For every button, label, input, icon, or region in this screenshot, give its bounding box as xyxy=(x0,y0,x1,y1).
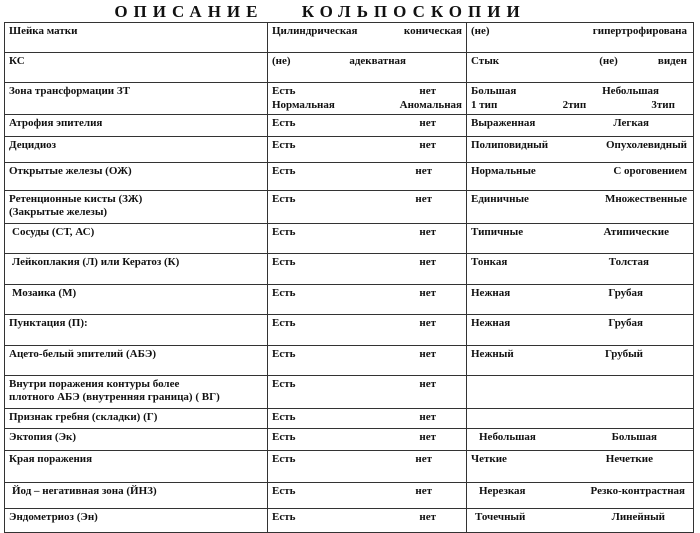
row-label-cell xyxy=(5,83,268,115)
option-left[interactable]: Есть xyxy=(272,117,296,129)
option-right[interactable]: С ороговением xyxy=(613,165,687,177)
row-label: Ретенционные кисты (ЗЖ) xyxy=(9,193,143,205)
row-label-cell xyxy=(5,409,268,429)
option-right[interactable]: нет xyxy=(415,485,432,497)
row-label-cell xyxy=(5,191,268,224)
option-right[interactable]: Линейный xyxy=(611,511,665,523)
option-cell xyxy=(467,191,694,224)
option-cell xyxy=(268,483,467,509)
option-left[interactable]: Есть xyxy=(272,139,296,151)
option-right[interactable]: нет xyxy=(419,256,436,268)
row-label: Края поражения xyxy=(9,453,93,465)
option-right[interactable]: нет xyxy=(415,453,432,465)
option-cell xyxy=(268,83,467,115)
option-type-1[interactable]: 1 тип xyxy=(471,99,498,111)
option-right[interactable]: нет xyxy=(419,431,436,443)
option-cell xyxy=(268,163,467,191)
option-cell xyxy=(268,191,467,224)
option-right[interactable]: нет xyxy=(419,317,436,329)
table-row xyxy=(5,409,694,429)
row-label-cell xyxy=(5,224,268,254)
row-label: Признак гребня (складки) (Г) xyxy=(9,411,158,423)
option-left[interactable]: Есть xyxy=(272,287,296,299)
table-row xyxy=(5,53,694,83)
option-type-3[interactable]: 3тип xyxy=(651,99,675,111)
title-word-2: КОЛЬПОСКОПИИ xyxy=(301,2,526,21)
colposcopy-table xyxy=(4,22,694,533)
row-label: Открытые железы (ОЖ) xyxy=(9,165,132,177)
option-left[interactable]: Четкие xyxy=(471,453,507,465)
row-label: Эндометриоз (Эн) xyxy=(9,511,98,523)
option-cell xyxy=(268,285,467,315)
row-label-cell xyxy=(5,115,268,137)
option-right[interactable]: виден xyxy=(657,55,687,67)
option-cell xyxy=(268,451,467,483)
option-right[interactable]: нет xyxy=(419,117,436,129)
row-label-cell xyxy=(5,163,268,191)
option-right[interactable]: нет xyxy=(419,287,436,299)
option-cell xyxy=(467,224,694,254)
option-right[interactable]: Грубая xyxy=(608,287,643,299)
table-row xyxy=(5,483,694,509)
empty-cell xyxy=(467,409,694,429)
row-label-cell xyxy=(5,23,268,53)
option-right[interactable]: Толстая xyxy=(608,256,649,268)
option-cell xyxy=(268,346,467,376)
row-label: Сосуды (СТ, АС) xyxy=(12,226,95,238)
option-cell xyxy=(268,409,467,429)
option-cell xyxy=(467,451,694,483)
row-label: Зона трансформации ЗТ xyxy=(9,85,131,97)
row-label-cell xyxy=(5,53,268,83)
table-row xyxy=(5,191,694,224)
option-normal[interactable]: Нормальная xyxy=(272,99,335,111)
option-cell xyxy=(467,163,694,191)
option-left[interactable]: Есть xyxy=(272,431,296,443)
option-left[interactable]: Выраженная xyxy=(471,117,536,129)
table-row xyxy=(5,376,694,409)
table-row xyxy=(5,509,694,533)
title-word-1: ОПИСАНИЕ xyxy=(114,2,264,21)
option-left[interactable]: Есть xyxy=(272,378,296,390)
option-left[interactable]: (не) xyxy=(471,25,490,37)
option-right[interactable]: Большая xyxy=(611,431,657,443)
option-cell xyxy=(268,254,467,285)
option-right[interactable]: адекватная xyxy=(349,55,406,67)
option-right[interactable]: Нечеткие xyxy=(605,453,653,465)
row-label-sub: плотного АБЭ (внутренняя граница) ( ВГ) xyxy=(9,391,220,403)
row-label-cell xyxy=(5,315,268,346)
option-cell xyxy=(268,429,467,451)
option-cell xyxy=(268,509,467,533)
option-cell xyxy=(467,254,694,285)
row-label: Внутри поражения контуры более xyxy=(9,378,180,390)
row-label: Шейка матки xyxy=(9,25,78,37)
option-right[interactable]: нет xyxy=(419,226,436,238)
table-row xyxy=(5,83,694,115)
row-label: Ацето-белый эпителий (АБЭ) xyxy=(9,348,156,360)
table-row xyxy=(5,23,694,53)
option-cell xyxy=(467,315,694,346)
option-cell xyxy=(268,23,467,53)
option-left[interactable]: Есть xyxy=(272,411,296,423)
option-right[interactable]: нет xyxy=(419,139,436,151)
row-label-cell xyxy=(5,376,268,409)
option-right[interactable]: Опухолевидный xyxy=(606,139,687,151)
option-cell xyxy=(268,137,467,163)
option-left[interactable]: (не) xyxy=(272,55,291,67)
row-label-cell xyxy=(5,346,268,376)
table-row xyxy=(5,315,694,346)
option-left[interactable]: Есть xyxy=(272,85,296,97)
option-right[interactable]: нет xyxy=(419,411,436,423)
empty-cell xyxy=(467,376,694,409)
table-row xyxy=(5,137,694,163)
option-cell xyxy=(467,509,694,533)
option-cell xyxy=(467,429,694,451)
option-left[interactable]: Есть xyxy=(272,256,296,268)
row-label-cell xyxy=(5,285,268,315)
option-right[interactable]: нет xyxy=(419,348,436,360)
row-label: Йод – негативная зона (ЙНЗ) xyxy=(12,485,157,497)
option-left[interactable]: Типичные xyxy=(471,226,524,238)
option-right[interactable]: нет xyxy=(419,85,436,97)
table-row xyxy=(5,451,694,483)
row-label: КС xyxy=(9,55,25,67)
option-abnormal[interactable]: Аномальная xyxy=(399,99,462,111)
option-type-2[interactable]: 2тип xyxy=(562,99,587,111)
row-label-sub: (Закрытые железы) xyxy=(9,206,108,218)
option-cell xyxy=(268,224,467,254)
option-right[interactable]: Резко-контрастная xyxy=(590,485,685,497)
row-label: Эктопия (Эк) xyxy=(9,431,77,443)
option-left[interactable]: Большая xyxy=(471,85,517,97)
option-left[interactable]: Есть xyxy=(272,348,296,360)
row-label: Атрофия эпителия xyxy=(9,117,103,129)
option-left[interactable]: Есть xyxy=(272,453,296,465)
option-cell xyxy=(467,483,694,509)
row-label-cell xyxy=(5,429,268,451)
option-left[interactable]: Нерезкая xyxy=(479,485,526,497)
option-left: Стык xyxy=(471,55,500,67)
option-right[interactable]: Атипические xyxy=(603,226,669,238)
option-left[interactable]: Есть xyxy=(272,317,296,329)
table-row xyxy=(5,163,694,191)
row-label: Децидиоз xyxy=(9,139,57,151)
row-label-cell xyxy=(5,254,268,285)
row-label: Лейкоплакия (Л) или Кератоз (К) xyxy=(12,256,180,268)
option-cell xyxy=(467,115,694,137)
option-cell xyxy=(268,53,467,83)
row-label: Мозаика (М) xyxy=(12,287,77,299)
option-cell xyxy=(467,285,694,315)
table-row xyxy=(5,346,694,376)
row-label-cell xyxy=(5,137,268,163)
option-left[interactable]: Есть xyxy=(272,511,296,523)
option-right[interactable]: Грубая xyxy=(608,317,643,329)
option-mid[interactable]: (не) xyxy=(599,55,618,67)
option-left[interactable]: Есть xyxy=(272,193,296,205)
option-cell xyxy=(467,53,694,83)
option-cell xyxy=(467,346,694,376)
table-row xyxy=(5,115,694,137)
option-cell xyxy=(467,137,694,163)
option-right[interactable]: нет xyxy=(419,378,436,390)
option-left[interactable]: Точечный xyxy=(475,511,526,523)
option-left[interactable]: Нежная xyxy=(471,317,511,329)
row-label: Пунктация (П): xyxy=(9,317,88,329)
option-left[interactable]: Цилиндрическая xyxy=(272,25,358,37)
table-row xyxy=(5,254,694,285)
row-label-cell xyxy=(5,451,268,483)
table-row xyxy=(5,224,694,254)
option-left[interactable]: Небольшая xyxy=(479,431,536,443)
option-left[interactable]: Единичные xyxy=(471,193,529,205)
option-right[interactable]: коническая xyxy=(403,25,462,37)
option-left[interactable]: Нежный xyxy=(471,348,514,360)
page-title xyxy=(0,2,640,22)
row-label-cell xyxy=(5,509,268,533)
table-row xyxy=(5,285,694,315)
option-right[interactable]: Легкая xyxy=(613,117,649,129)
option-right[interactable]: нет xyxy=(415,193,432,205)
option-left[interactable]: Нежная xyxy=(471,287,511,299)
option-cell xyxy=(467,23,694,53)
row-label-cell xyxy=(5,483,268,509)
option-right[interactable]: гипертрофирована xyxy=(592,25,687,37)
option-cell xyxy=(268,315,467,346)
option-left[interactable]: Тонкая xyxy=(471,256,508,268)
option-right[interactable]: нет xyxy=(419,511,436,523)
option-left[interactable]: Есть xyxy=(272,226,296,238)
option-right[interactable]: Грубый xyxy=(604,348,643,360)
option-left[interactable]: Есть xyxy=(272,485,296,497)
option-right[interactable]: Множественные xyxy=(604,193,687,205)
option-cell xyxy=(268,115,467,137)
option-left[interactable]: Полиповидный xyxy=(471,139,549,151)
option-left[interactable]: Есть xyxy=(272,165,296,177)
option-right[interactable]: Небольшая xyxy=(602,85,659,97)
option-cell xyxy=(467,83,694,115)
option-right[interactable]: нет xyxy=(415,165,432,177)
option-left[interactable]: Нормальные xyxy=(471,165,536,177)
table-row xyxy=(5,429,694,451)
option-cell xyxy=(268,376,467,409)
